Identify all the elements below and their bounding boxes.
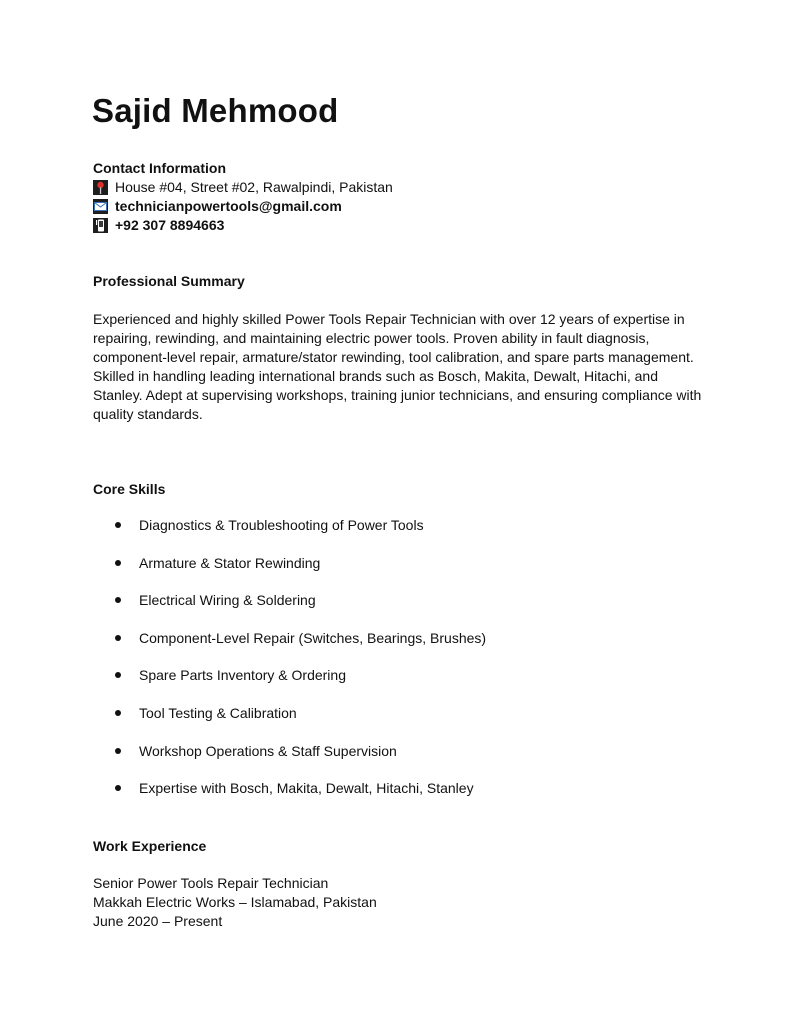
skill-label: Armature & Stator Rewinding (139, 554, 321, 571)
skill-label: Tool Testing & Calibration (139, 704, 297, 721)
summary-heading: Professional Summary (93, 273, 245, 289)
experience-heading: Work Experience (93, 838, 207, 854)
candidate-name: Sajid Mehmood (92, 92, 339, 129)
list-item (93, 778, 486, 816)
skill-label: Spare Parts Inventory & Ordering (139, 667, 346, 684)
skills-list (93, 515, 486, 816)
email-link[interactable]: technicianpowertools@gmail.com (115, 198, 342, 214)
phone-text: +92 307 8894663 (115, 217, 225, 233)
list-item (93, 515, 486, 553)
phone-icon (93, 218, 108, 233)
skill-label: Component-Level Repair (Switches, Bearings, Brushes) (139, 629, 487, 646)
bullet-icon (115, 672, 121, 678)
list-item (93, 590, 486, 628)
bullet-icon (115, 560, 121, 566)
bullet-icon (115, 597, 121, 603)
contact-heading: Contact Information (93, 160, 226, 176)
list-item (93, 741, 486, 779)
phone-line (93, 216, 224, 234)
bullet-icon (115, 635, 121, 641)
pushpin-icon (93, 180, 108, 195)
email-line (93, 197, 342, 215)
skill-label: Diagnostics & Troubleshooting of Power Tools (139, 517, 424, 533)
skill-label: Workshop Operations & Staff Supervision (139, 742, 397, 759)
list-item (93, 703, 486, 741)
job-company: Makkah Electric Works – Islamabad, Pakistan (93, 894, 377, 910)
list-item (93, 628, 486, 666)
job-title: Senior Power Tools Repair Technician (93, 875, 329, 891)
bullet-icon (115, 522, 121, 528)
email-icon (93, 199, 108, 214)
skills-heading: Core Skills (93, 481, 166, 497)
list-item (93, 665, 486, 703)
bullet-icon (115, 785, 121, 791)
skill-label: Expertise with Bosch, Makita, Dewalt, Hitachi, Stanley (139, 780, 474, 797)
job-dates: June 2020 – Present (93, 913, 223, 929)
list-item (93, 553, 486, 591)
bullet-icon (115, 748, 121, 754)
summary-text: Experienced and highly skilled Power Tools Repair Technician with over 12 years of expertise in repairing, rewinding, and maintaining electric power tools. Proven ability in fault diagnosis, component-level repair, armature/stator rewinding, tool calibration, and spare parts management. Skilled in handling leading international brands such as Bosch, Makita, Dewalt, Hitachi, and Stanley. Adept at supervising workshops, training junior technicians, and ensuring compliance with quality standards. (93, 311, 702, 422)
bullet-icon (115, 710, 121, 716)
address-text: House #04, Street #02, Rawalpindi, Pakistan (115, 179, 393, 195)
address-line (93, 178, 393, 196)
skill-label: Electrical Wiring & Soldering (139, 592, 316, 609)
